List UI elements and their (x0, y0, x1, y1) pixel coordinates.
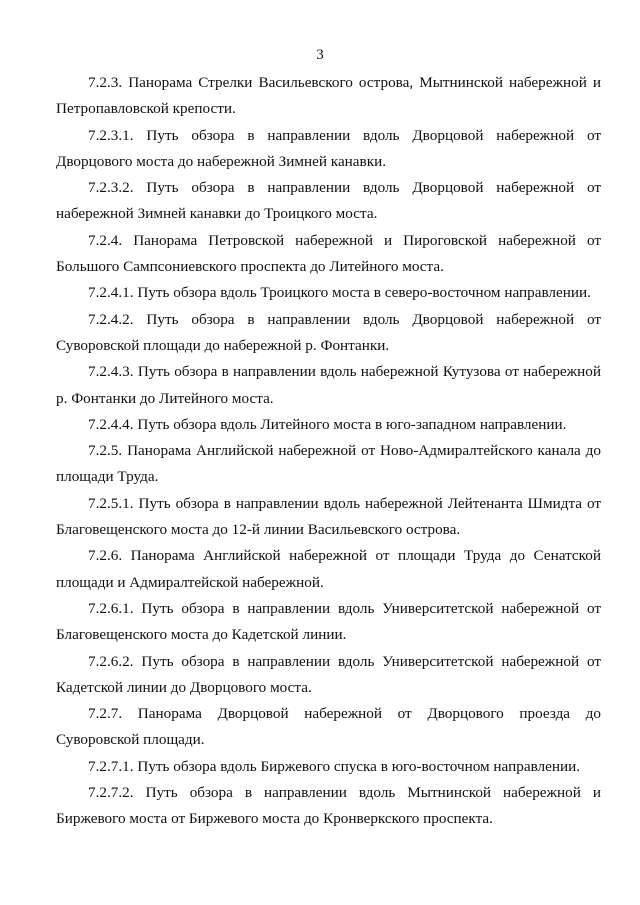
paragraph-7-2-3: 7.2.3. Панорама Стрелки Васильевского острова, Мытнинской набережной и Петропавловской крепости. (56, 74, 601, 118)
document-body (56, 70, 601, 833)
page-number: 3 (316, 47, 324, 63)
paragraph-7-2-3-1: 7.2.3.1. Путь обзора в направлении вдоль Дворцовой набережной от Дворцового моста до набережной Зимней канавки. (56, 126, 601, 170)
paragraph-7-2-4-2: 7.2.4.2. Путь обзора в направлении вдоль Дворцовой набережной от Суворовской площади до набережной р. Фонтанки. (56, 310, 601, 354)
paragraph-7-2-4-4: 7.2.4.4. Путь обзора вдоль Литейного моста в юго-западном направлении. (88, 415, 567, 433)
paragraph-7-2-5-1: 7.2.5.1. Путь обзора в направлении вдоль набережной Лейтенанта Шмидта от Благовещенского моста до 12-й линии Васильевского острова. (56, 494, 601, 539)
paragraph-7-2-7-2: 7.2.7.2. Путь обзора в направлении вдоль Мытнинской набережной и Биржевого моста от Биржевого моста до Кронверкского проспекта. (56, 784, 601, 828)
paragraph-7-2-5: 7.2.5. Панорама Английской набережной от Ново-Адмиралтейского канала до площади Труда. (56, 442, 601, 486)
paragraph-7-2-4-1: 7.2.4.1. Путь обзора вдоль Троицкого моста в северо-восточном направлении. (88, 284, 591, 302)
paragraph-7-2-4-3: 7.2.4.3. Путь обзора в направлении вдоль набережной Кутузова от набережной р. Фонтанки до Литейного моста. (56, 363, 601, 407)
paragraph-7-2-6-2: 7.2.6.2. Путь обзора в направлении вдоль Университетской набережной от Кадетской линии до Дворцового моста. (56, 652, 601, 696)
paragraph-7-2-7: 7.2.7. Панорама Дворцовой набережной от Дворцового проезда до Суворовской площади. (56, 705, 601, 749)
paragraph-7-2-7-1: 7.2.7.1. Путь обзора вдоль Биржевого спуска в юго-восточном направлении. (88, 757, 581, 775)
paragraph-7-2-6-1: 7.2.6.1. Путь обзора в направлении вдоль Университетской набережной от Благовещенского моста до Кадетской линии. (56, 599, 601, 644)
paragraph-7-2-4: 7.2.4. Панорама Петровской набережной и Пироговской набережной от Большого Сампсониевского проспекта до Литейного моста. (56, 231, 601, 276)
paragraph-7-2-6: 7.2.6. Панорама Английской набережной от площади Труда до Сенатской площади и Адмиралтейской набережной. (56, 547, 601, 591)
paragraph-7-2-3-2: 7.2.3.2. Путь обзора в направлении вдоль Дворцовой набережной от набережной Зимней канавки до Троицкого моста. (56, 179, 601, 223)
